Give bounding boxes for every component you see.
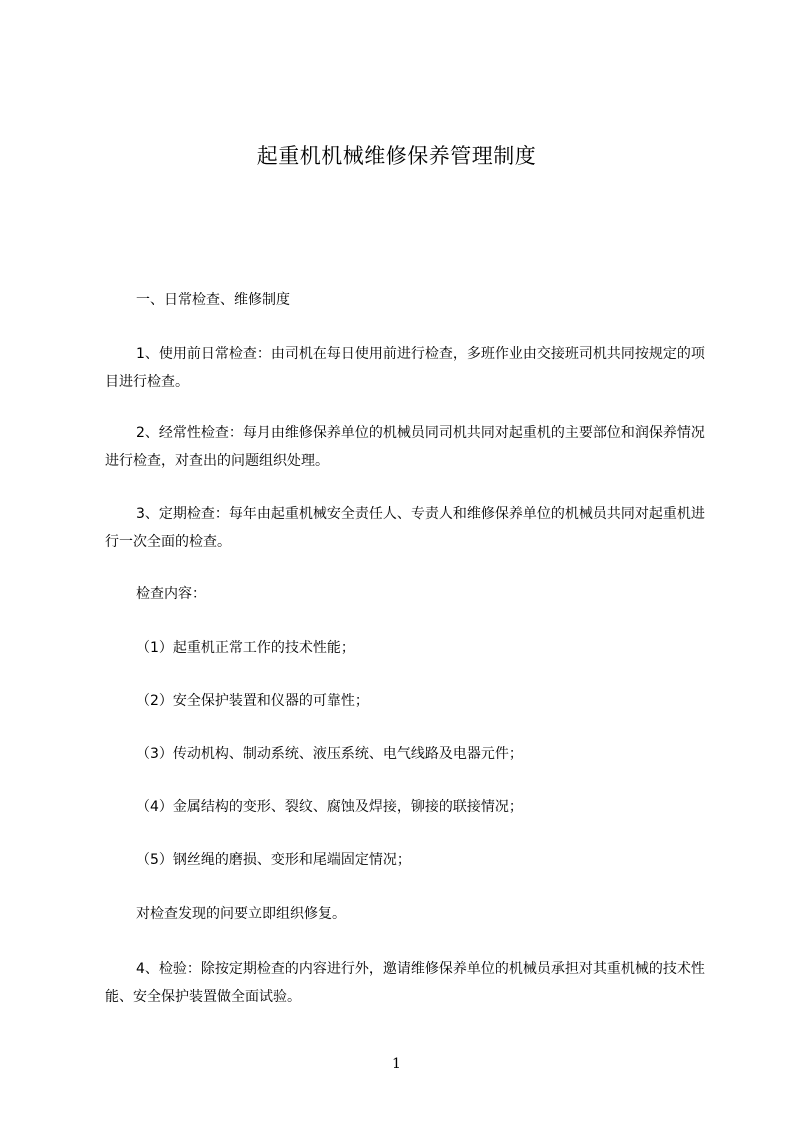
paragraph-regular-check: 2、经常性检查：每月由维修保养单位的机械员同司机共同对起重机的主要部位和润保养情况进行检查，对查出的问题组织处理。 [105, 425, 705, 469]
check-content-label: 检查内容： [136, 586, 206, 602]
paragraph-daily-check: 1、使用前日常检查：由司机在每日使用前进行检查，多班作业由交接班司机共同按规定的项目进行检查。 [105, 346, 705, 390]
page-number: 1 [392, 1056, 401, 1072]
paragraph-periodic-check: 3、定期检查：每年由起重机械安全责任人、专责人和维修保养单位的机械员共同对起重机进行一次全面的检查。 [105, 506, 705, 550]
check-item: （4）金属结构的变形、裂纹、腐蚀及焊接，铆接的联接情况； [136, 799, 523, 815]
section-heading: 一、日常检查、维修制度 [136, 292, 290, 308]
paragraph-inspection: 4、检验：除按定期检查的内容进行外，邀请维修保养单位的机械员承担对其重机械的技术性能、安全保护装置做全面试验。 [105, 961, 705, 1005]
document-title: 起重机机械维修保养管理制度 [256, 144, 537, 168]
check-item: （5）钢丝绳的磨损、变形和尾端固定情况； [136, 852, 411, 868]
paragraph-followup: 对检查发现的问要立即组织修复。 [136, 906, 346, 922]
check-item: （2）安全保护装置和仪器的可靠性； [136, 693, 369, 709]
check-item: （1）起重机正常工作的技术性能； [136, 640, 355, 656]
check-item: （3）传动机构、制动系统、液压系统、电气线路及电器元件； [136, 746, 523, 762]
